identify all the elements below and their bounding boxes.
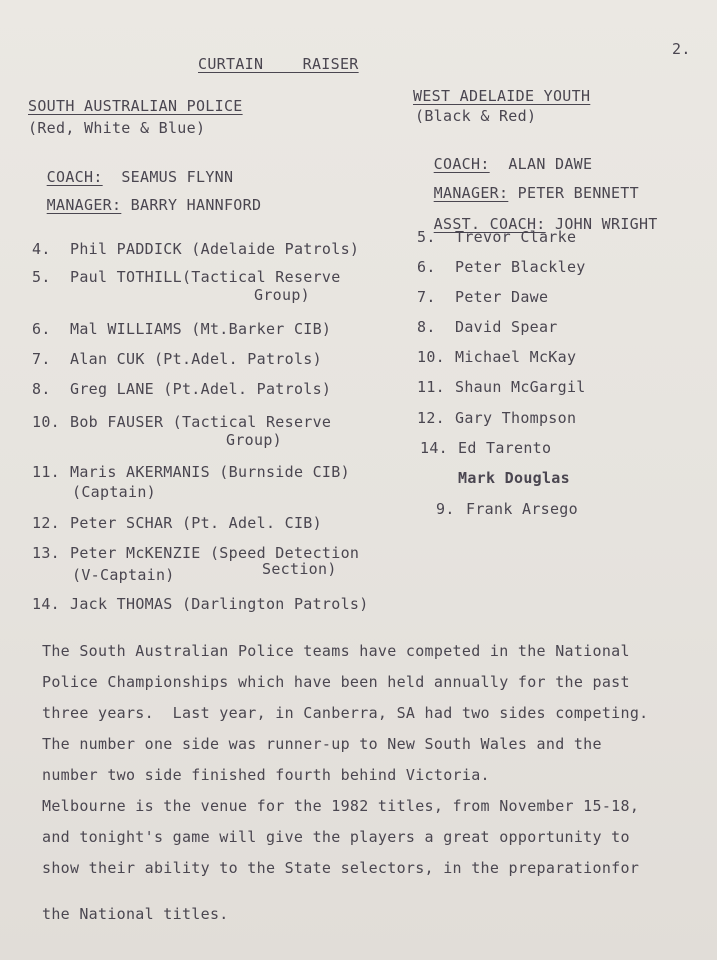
right-player <box>417 378 586 396</box>
player-number: 6. <box>417 258 436 276</box>
right-manager-label: MANAGER: <box>433 184 509 202</box>
right-asst-coach-name: JOHN WRIGHT <box>555 215 658 233</box>
player-name: Peter Dawe <box>455 288 549 306</box>
player-number: 12. <box>417 409 445 427</box>
page-number: 2. <box>672 40 691 58</box>
player-number: 8. <box>32 380 51 398</box>
player-number: 13. <box>32 544 60 562</box>
paragraph-line: Melbourne is the venue for the 1982 titles, from November 15-18, <box>42 797 640 815</box>
left-player <box>32 463 350 481</box>
paragraph-line: three years. Last year, in Canberra, SA had two sides competing. <box>42 704 649 722</box>
player-number: 11. <box>417 378 445 396</box>
left-coach-name: SEAMUS FLYNN <box>121 168 234 186</box>
player-name: Peter SCHAR (Pt. Adel. CIB) <box>70 514 322 532</box>
player-number: 11. <box>32 463 60 481</box>
right-player <box>420 439 551 457</box>
right-coach-label: COACH: <box>433 155 490 173</box>
player-number: 10. <box>32 413 60 431</box>
player-number: 6. <box>32 320 51 338</box>
player-number: 10. <box>417 348 445 366</box>
paragraph-line: and tonight's game will give the players a great opportunity to <box>42 828 630 846</box>
right-player <box>417 288 548 306</box>
player-continuation: (V-Captain) <box>72 566 175 584</box>
right-player <box>436 500 578 518</box>
left-player <box>32 595 369 613</box>
player-number: 7. <box>417 288 436 306</box>
page-title: CURTAIN RAISER <box>198 55 359 73</box>
right-coach-name: ALAN DAWE <box>508 155 593 173</box>
paragraph-line: number two side finished fourth behind Victoria. <box>42 766 490 784</box>
player-number: 14. <box>32 595 60 613</box>
right-player <box>417 409 576 427</box>
left-team-name: SOUTH AUSTRALIAN POLICE <box>28 97 243 115</box>
right-player <box>417 348 576 366</box>
player-name: Michael McKay <box>455 348 577 366</box>
player-name: Peter Blackley <box>455 258 586 276</box>
player-name: Phil PADDICK (Adelaide Patrols) <box>70 240 360 258</box>
left-player <box>32 380 331 398</box>
right-player <box>417 258 586 276</box>
right-player <box>417 318 558 336</box>
left-coach-label: COACH: <box>46 168 103 186</box>
player-name: Ed Tarento <box>458 439 552 457</box>
paragraph-line: Police Championships which have been held annually for the past <box>42 673 630 691</box>
player-number: 8. <box>417 318 436 336</box>
player-name: Shaun McGargil <box>455 378 586 396</box>
player-name: Bob FAUSER (Tactical Reserve <box>70 413 332 431</box>
player-name: Mal WILLIAMS (Mt.Barker CIB) <box>70 320 332 338</box>
player-continuation: Section) <box>262 560 337 578</box>
player-name: Greg LANE (Pt.Adel. Patrols) <box>70 380 332 398</box>
player-number: 4. <box>32 240 51 258</box>
paragraph-line: The South Australian Police teams have competed in the National <box>42 642 630 660</box>
left-player <box>32 350 322 368</box>
player-number: 5. <box>417 228 436 246</box>
player-number: 14. <box>420 439 448 457</box>
right-player <box>417 228 576 246</box>
player-name: David Spear <box>455 318 558 336</box>
left-player <box>32 514 322 532</box>
left-player <box>32 268 341 286</box>
player-name: Trevor Clarke <box>455 228 577 246</box>
player-number: 7. <box>32 350 51 368</box>
player-name: Peter McKENZIE (Speed Detection <box>70 544 360 562</box>
left-player <box>32 240 359 258</box>
left-manager-name: BARRY HANNFORD <box>130 196 262 214</box>
player-number: 9. <box>436 500 455 518</box>
left-player <box>32 413 331 431</box>
paragraph-line: show their ability to the State selectors, in the preparationfor <box>42 859 640 877</box>
right-player <box>420 469 570 487</box>
player-name: Jack THOMAS (Darlington Patrols) <box>70 595 369 613</box>
right-team-colours: (Black & Red) <box>415 107 537 125</box>
left-player <box>32 320 331 338</box>
player-name: Maris AKERMANIS (Burnside CIB) <box>70 463 350 481</box>
right-team-name: WEST ADELAIDE YOUTH <box>413 87 591 105</box>
player-number: 12. <box>32 514 60 532</box>
player-name: Alan CUK (Pt.Adel. Patrols) <box>70 350 322 368</box>
player-name: Frank Arsego <box>466 500 578 518</box>
right-manager-name: PETER BENNETT <box>517 184 639 202</box>
player-name: Paul TOTHILL(Tactical Reserve <box>70 268 341 286</box>
paragraph-line: The number one side was runner-up to New South Wales and the <box>42 735 602 753</box>
player-name: Mark Douglas <box>458 469 570 487</box>
player-continuation: (Captain) <box>72 483 156 501</box>
player-number: 5. <box>32 268 51 286</box>
player-continuation: Group) <box>226 431 282 449</box>
player-name: Gary Thompson <box>455 409 577 427</box>
player-continuation: Group) <box>254 286 310 304</box>
left-team-colours: (Red, White & Blue) <box>28 119 206 137</box>
right-asst-coach-label: ASST. COACH: <box>433 215 546 233</box>
left-manager-line <box>28 178 261 214</box>
left-manager-label: MANAGER: <box>46 196 122 214</box>
paragraph-line: the National titles. <box>42 905 229 923</box>
